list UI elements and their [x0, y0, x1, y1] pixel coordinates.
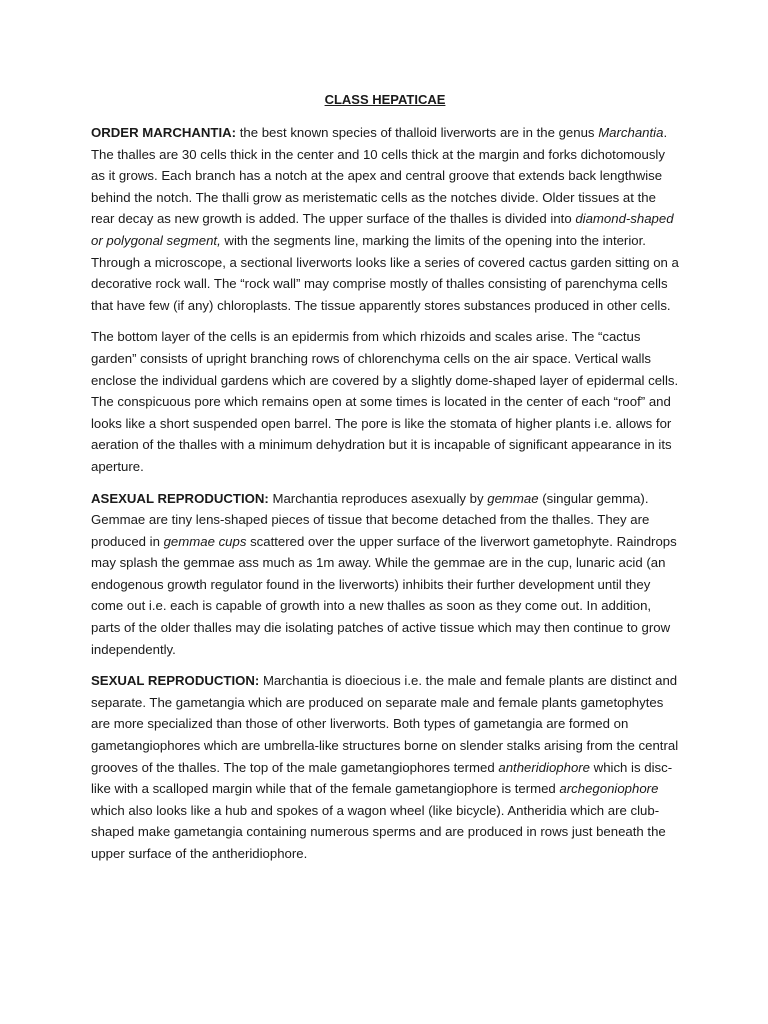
paragraph-text: Marchantia is dioecious i.e. the male and female plants are distinct and separate. The gametangia which are produced on separate male and female plants gametophytes are more specialized than those of other liverworts. Both types of gametangia are formed on gametangiophores which are umbrella-like structures borne on slender stalks arising from the central grooves of the thalles. The top of the male gametangiophores termed — [91, 673, 679, 775]
paragraph-text: . The thalles are 30 cells thick in the center and 10 cells thick at the margin and forks dichotomously as it grows. Each branch has a notch at the apex and central groove that extends back lengthwise behind the notch. The thalli grow as meristematic cells as the notches divide. Older tissues at the rear decay as new growth is added. The upper surface of the thalles is divided into — [91, 125, 668, 227]
italic-term-antheridiophore: antheridiophore — [498, 759, 591, 775]
paragraph-text: with the segments line, marking the limits of the opening into the interior. Through a microscope, a sectional liverworts looks like a series of covered cactus garden sitting on a decorative rock wall. The “rock wall” may comprise mostly of thalles consisting of parenchyma cells that have few (if any) chloroplasts. The tissue apparently stores substances produced in other cells. — [91, 232, 679, 313]
section-heading-asexual-reproduction: ASEXUAL REPRODUCTION: — [91, 490, 269, 506]
italic-term-marchantia: Marchantia — [598, 125, 664, 140]
italic-term-archegoniophore: archegoniophore — [559, 781, 659, 797]
paragraph-sexual-reproduction — [91, 670, 679, 864]
italic-term-segment: diamond-shaped or polygonal segment, — [91, 211, 674, 248]
paragraph-text: scattered over the upper surface of the liverwort gametophyte. Raindrops may splash the gemmae ass much as 1m away. While the gemmae are in the cup, lunaric acid (an endogenous growth regulator found in the liverworts) inhibits their further development until they come out i.e. each is capable of growth into a new thalles as soon as they come out. In addition, parts of the older thalles may die isolating patches of active tissue which may then continue to grow independently. — [91, 533, 677, 657]
paragraph-order-marchantia — [91, 122, 679, 316]
paragraph-asexual-reproduction — [91, 488, 679, 661]
paragraph-text: which is disc-like with a scalloped margin while that of the female gametangiophore is termed — [91, 759, 673, 797]
paragraph-text: the best known species of thalloid liverworts are in the genus — [236, 125, 599, 140]
section-heading-sexual-reproduction: SEXUAL REPRODUCTION: — [91, 673, 260, 689]
paragraph-text: Marchantia reproduces asexually by — [268, 490, 488, 506]
paragraph-epidermis: The bottom layer of the cells is an epidermis from which rhizoids and scales arise. The “cactus garden” consists of upright branching rows of chlorenchyma cells on the air space. Vertical walls enclose the individual gardens which are covered by a slightly dome-shaped layer of epidermal cells. The conspicuous pore which remains open at some times is located in the center of each “roof” and looks like a short suspended open barrel. The pore is like the stomata of higher plants i.e. allows for aeration of the thalles with a minimum dehydration but it is incapable of significant appearance in its aperture. — [91, 329, 679, 474]
page-title: CLASS HEPATICAE — [324, 92, 446, 107]
paragraph-text: which also looks like a hub and spokes of a wagon wheel (like bicycle). Antheridia which are club-shaped make gametangia containing numerous sperms and are produced in rows just beneath the upper surface of the antheridiophore. — [91, 802, 666, 861]
section-heading-order-marchantia: ORDER MARCHANTIA: — [91, 125, 237, 140]
italic-term-gemmae: gemmae — [487, 490, 539, 506]
italic-term-gemmae-cups: gemmae cups — [163, 533, 247, 549]
document-body — [91, 88, 679, 875]
paragraph-text: (singular gemma). Gemmae are tiny lens-shaped pieces of tissue that become detached from the thalles. They are produced in — [91, 490, 650, 549]
